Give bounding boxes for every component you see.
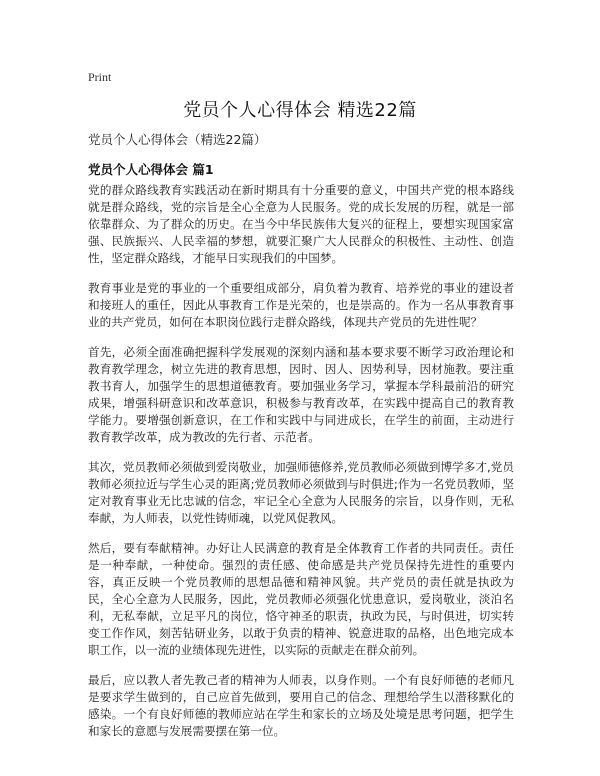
section-heading: 党员个人心得体会 篇1	[88, 162, 214, 177]
paragraph: 党的群众路线教育实践活动在新时期具有十分重要的意义，中国共产党的根本路线就是群众路线，党的宗旨是全心全意为人民服务。党的成长发展的历程，就是一部依靠群众、为了群众的历史。在当今中华民族伟大复兴的征程上，要想实现国家富强、民族振兴、人民幸福的梦想，就要汇聚广大人民群众的积极性、主动性、创造性，坚定群众路线，才能早日实现我们的中国梦。	[88, 183, 514, 265]
document-subtitle: 党员个人心得体会（精选22篇）	[88, 132, 267, 147]
paragraph: 教育事业是党的事业的一个重要组成部分，肩负着为教育、培养党的事业的建设者和接班人的重任，因此从事教育工作是光荣的，也是崇高的。作为一名从事教育事业的共产党员，如何在本职岗位践行走群众路线，体现共产党员的先进性呢？	[88, 281, 514, 329]
print-link[interactable]: Print	[88, 70, 112, 84]
article-body	[88, 182, 514, 753]
page-title: 党员个人心得体会 精选22篇	[183, 100, 417, 121]
paragraph: 其次，党员教师必须做到爱岗敬业，加强师德修养,党员教师必须做到博学多才,党员教师必须拉近与学生心灵的距离;党员教师必须做到与时俱进;作为一名党员教师，坚定对教育事业无比忠诚的信念，牢记全心全意为人民服务的宗旨，以身作则，无私奉献，为人师表，以党性铸师魂，以党风促教风。	[88, 460, 514, 525]
paragraph: 首先，必须全面准确把握科学发展观的深刻内涵和基本要求要不断学习政治理论和教育教学理念，树立先进的教育思想，因时、因人、因势利导，因材施教。要注重教书育人，加强学生的思想道德教育。要加强业务学习，掌握本学科最前沿的研究成果，增强科研意识和改革意识，积极参与教育改革，在实践中提高自己的教育教学能力。要增强创新意识，在工作和实践中与同进成长，在学生的前面，主动进行教育教学改革，成为教改的先行者、示范者。	[88, 345, 514, 444]
paragraph: 然后，要有奉献精神。办好让人民满意的教育是全体教育工作者的共同责任。责任是一种奉献，一种使命。强烈的责任感、使命感是共产党员保持先进性的重要内容，真正反映一个党员教师的思想品德和精神风貌。共产党员的责任就是执政为民，全心全意为人民服务，因此，党员教师必须强化忧患意识，爱岗敬业，淡泊名利，无私奉献，立足平凡的岗位，恪守神圣的职责，执政为民，与时俱进，切实转变工作作风，刻苦钻研业务，以敢于负责的精神、锐意进取的品格，出色地完成本职工作，以一流的业绩体现先进性，以实际的贡献走在群众前列。	[88, 541, 514, 657]
paragraph: 最后，应以教人者先教己者的精神为人师表，以身作则。一个有良好师德的老师凡是要求学生做到的，自己应首先做到，要用自己的信念、理想给学生以潜移默化的感染。一个有良好师德的教师应站在学生和家长的立场及处境是思考问题，把学生和家长的意愿与发展需要摆在第一位。	[88, 673, 514, 738]
